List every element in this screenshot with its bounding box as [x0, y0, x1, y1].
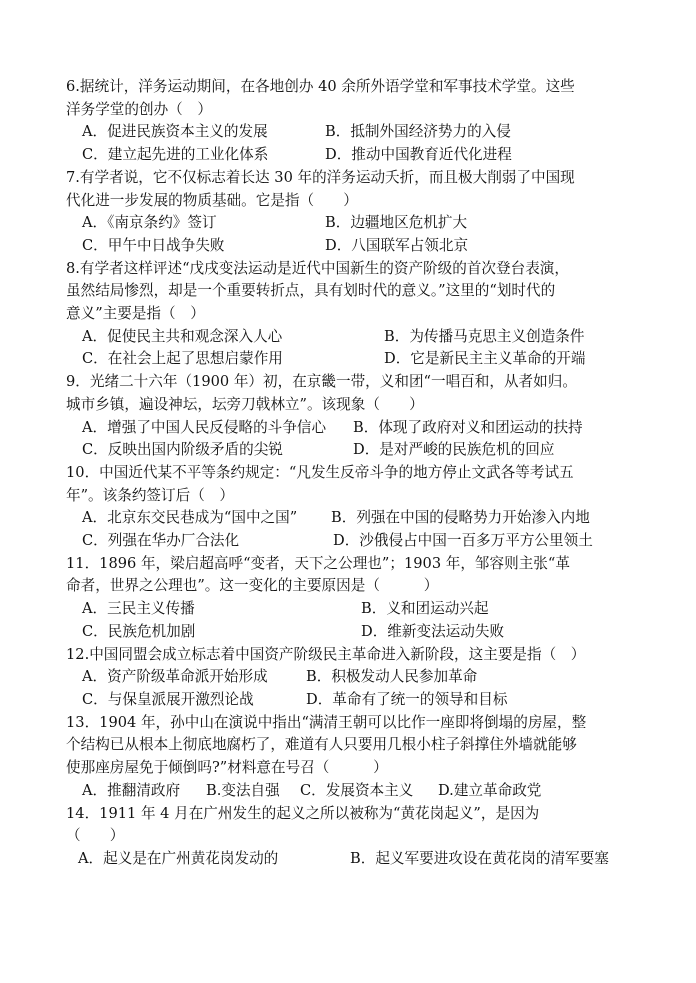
option-c[interactable]: C．与保皇派展开激烈论战 — [82, 690, 254, 708]
options-row — [66, 780, 632, 803]
question-13 — [66, 712, 632, 803]
option-d[interactable]: D.建立革命政党 — [438, 781, 542, 799]
option-a[interactable]: A．三民主义传播 — [82, 600, 195, 618]
option-c[interactable]: C．建立起先进的工业化体系 — [82, 146, 269, 164]
stem-line: 虽然结局惨烈，却是一个重要转折点，具有划时代的意义。”这里的“划时代的 — [66, 282, 556, 300]
option-d[interactable]: D．沙俄侵占中国一百多万平方公里领土 — [333, 532, 593, 550]
question-9 — [66, 371, 632, 462]
options-row — [66, 417, 632, 440]
option-d[interactable]: D．八国联军占领北京 — [325, 236, 469, 254]
question-14 — [66, 803, 632, 871]
question-7 — [66, 167, 632, 258]
stem-line: 命者，世界之公理也”。这一变化的主要原因是（ ） — [66, 577, 439, 595]
stem-line: 个结构已从根本上彻底地腐朽了，难道有人只要用几根小柱子斜撑住外墙就能够 — [66, 736, 577, 754]
options-row — [66, 598, 632, 621]
question-9-stem — [66, 371, 632, 416]
option-a[interactable]: A．起义是在广州黄花岗发动的 — [78, 849, 279, 867]
stem-line: 代化进一步发展的物质基础。它是指（ ） — [66, 191, 358, 209]
options-row — [66, 621, 632, 644]
stem-line: （ ） — [66, 827, 125, 845]
option-a[interactable]: A．资产阶级革命派开始形成 — [82, 668, 268, 686]
option-a[interactable]: A．促使民主共和观念深入人心 — [82, 327, 283, 345]
options-row — [66, 326, 632, 349]
options-row — [66, 666, 632, 689]
options-row — [66, 144, 632, 167]
option-b[interactable]: B．体现了政府对义和团运动的扶持 — [353, 418, 583, 436]
question-7-stem — [66, 167, 632, 212]
option-a[interactable]: A．促进民族资本主义的发展 — [82, 123, 268, 141]
question-10-stem — [66, 462, 632, 507]
options-row — [66, 348, 632, 371]
options-row — [66, 507, 632, 530]
option-c[interactable]: C．发展资本主义 — [300, 781, 414, 799]
question-12 — [66, 644, 632, 712]
question-6 — [66, 76, 632, 167]
question-10 — [66, 462, 632, 553]
stem-line: 11．1896 年，梁启超高呼“变者，天下之公理也”；1903 年，邹容则主张“革 — [66, 554, 570, 572]
stem-line: 7.有学者说，它不仅标志着长达 30 年的洋务运动夭折，而且极大削弱了中国现 — [66, 168, 575, 186]
option-c[interactable]: C．在社会上起了思想启蒙作用 — [82, 350, 283, 368]
options-row — [66, 235, 632, 258]
stem-line: 8.有学者这样评述“戊戌变法运动是近代中国新生的资产阶级的首次登台表演， — [66, 259, 569, 277]
question-6-stem — [66, 76, 632, 121]
stem-line: 意义”主要是指（ ） — [66, 305, 205, 323]
option-b[interactable]: B．积极发动人民参加革命 — [306, 668, 478, 686]
question-11-stem — [66, 553, 632, 598]
options-row — [66, 848, 632, 871]
question-11 — [66, 553, 632, 644]
option-a[interactable]: A．增强了中国人民反侵略的斗争信心 — [82, 418, 327, 436]
options-row — [66, 439, 632, 462]
option-b[interactable]: B．为传播马克思主义创造条件 — [384, 327, 585, 345]
option-a[interactable]: A．推翻清政府 — [82, 781, 181, 799]
question-list — [66, 76, 632, 871]
option-a[interactable]: A．北京东交民巷成为“国中之国” — [82, 509, 298, 527]
stem-line: 9．光绪二十六年（1900 年）初，在京畿一带，义和团“一唱百和，从者如归。 — [66, 373, 577, 391]
question-8 — [66, 258, 632, 372]
options-row — [66, 530, 632, 553]
stem-line: 10．中国近代某不平等条约规定：“凡发生反帝斗争的地方停止文武各等考试五 — [66, 463, 574, 481]
option-b[interactable]: B．义和团运动兴起 — [361, 600, 489, 618]
options-row — [66, 121, 632, 144]
option-c[interactable]: C．甲午中日战争失败 — [82, 236, 225, 254]
question-12-stem — [66, 644, 632, 667]
stem-line: 12.中国同盟会成立标志着中国资产阶级民主革命进入新阶段，这主要是指（ ） — [66, 645, 586, 663]
stem-line: 洋务学堂的创办（ ） — [66, 100, 212, 118]
stem-line: 14．1911 年 4 月在广州发生的起义之所以被称为“黄花岗起义”，是因为 — [66, 804, 540, 822]
option-b[interactable]: B.变法自强 — [206, 781, 280, 799]
option-b[interactable]: B．起义军要进攻设在黄花岗的清军要塞 — [350, 849, 609, 867]
stem-line: 城市乡镇，遍设神坛，坛旁刀戟林立”。该现象（ ） — [66, 395, 424, 413]
question-14-stem — [66, 803, 632, 848]
option-b[interactable]: B．抵制外国经济势力的入侵 — [325, 123, 511, 141]
stem-line: 使那座房屋免于倾倒吗?”材料意在号召（ ） — [66, 759, 388, 777]
stem-line: 年”。该条约签订后（ ） — [66, 486, 234, 504]
option-b[interactable]: B．列强在中国的侵略势力开始渗入内地 — [331, 509, 590, 527]
option-c[interactable]: C．反映出国内阶级矛盾的尖锐 — [82, 441, 283, 459]
options-row — [66, 212, 632, 235]
option-d[interactable]: D．维新变法运动失败 — [361, 622, 505, 640]
stem-line: 13．1904 年，孙中山在演说中指出“满清王朝可以比作一座即将倒塌的房屋，整 — [66, 713, 587, 731]
option-d[interactable]: D．推动中国教育近代化进程 — [325, 146, 512, 164]
question-8-stem — [66, 258, 632, 326]
option-d[interactable]: D．是对严峻的民族危机的回应 — [353, 441, 555, 459]
question-13-stem — [66, 712, 632, 780]
options-row — [66, 689, 632, 712]
option-d[interactable]: D．革命有了统一的领导和目标 — [306, 690, 508, 708]
option-c[interactable]: C．民族危机加剧 — [82, 622, 196, 640]
option-d[interactable]: D．它是新民主主义革命的开端 — [384, 350, 586, 368]
option-b[interactable]: B．边疆地区危机扩大 — [325, 214, 468, 232]
stem-line: 6.据统计，洋务运动期间，在各地创办 40 余所外语学堂和军事技术学堂。这些 — [66, 78, 575, 95]
option-a[interactable]: A．《南京条约》签订 — [82, 214, 217, 232]
option-c[interactable]: C．列强在华办厂合法化 — [82, 532, 240, 550]
